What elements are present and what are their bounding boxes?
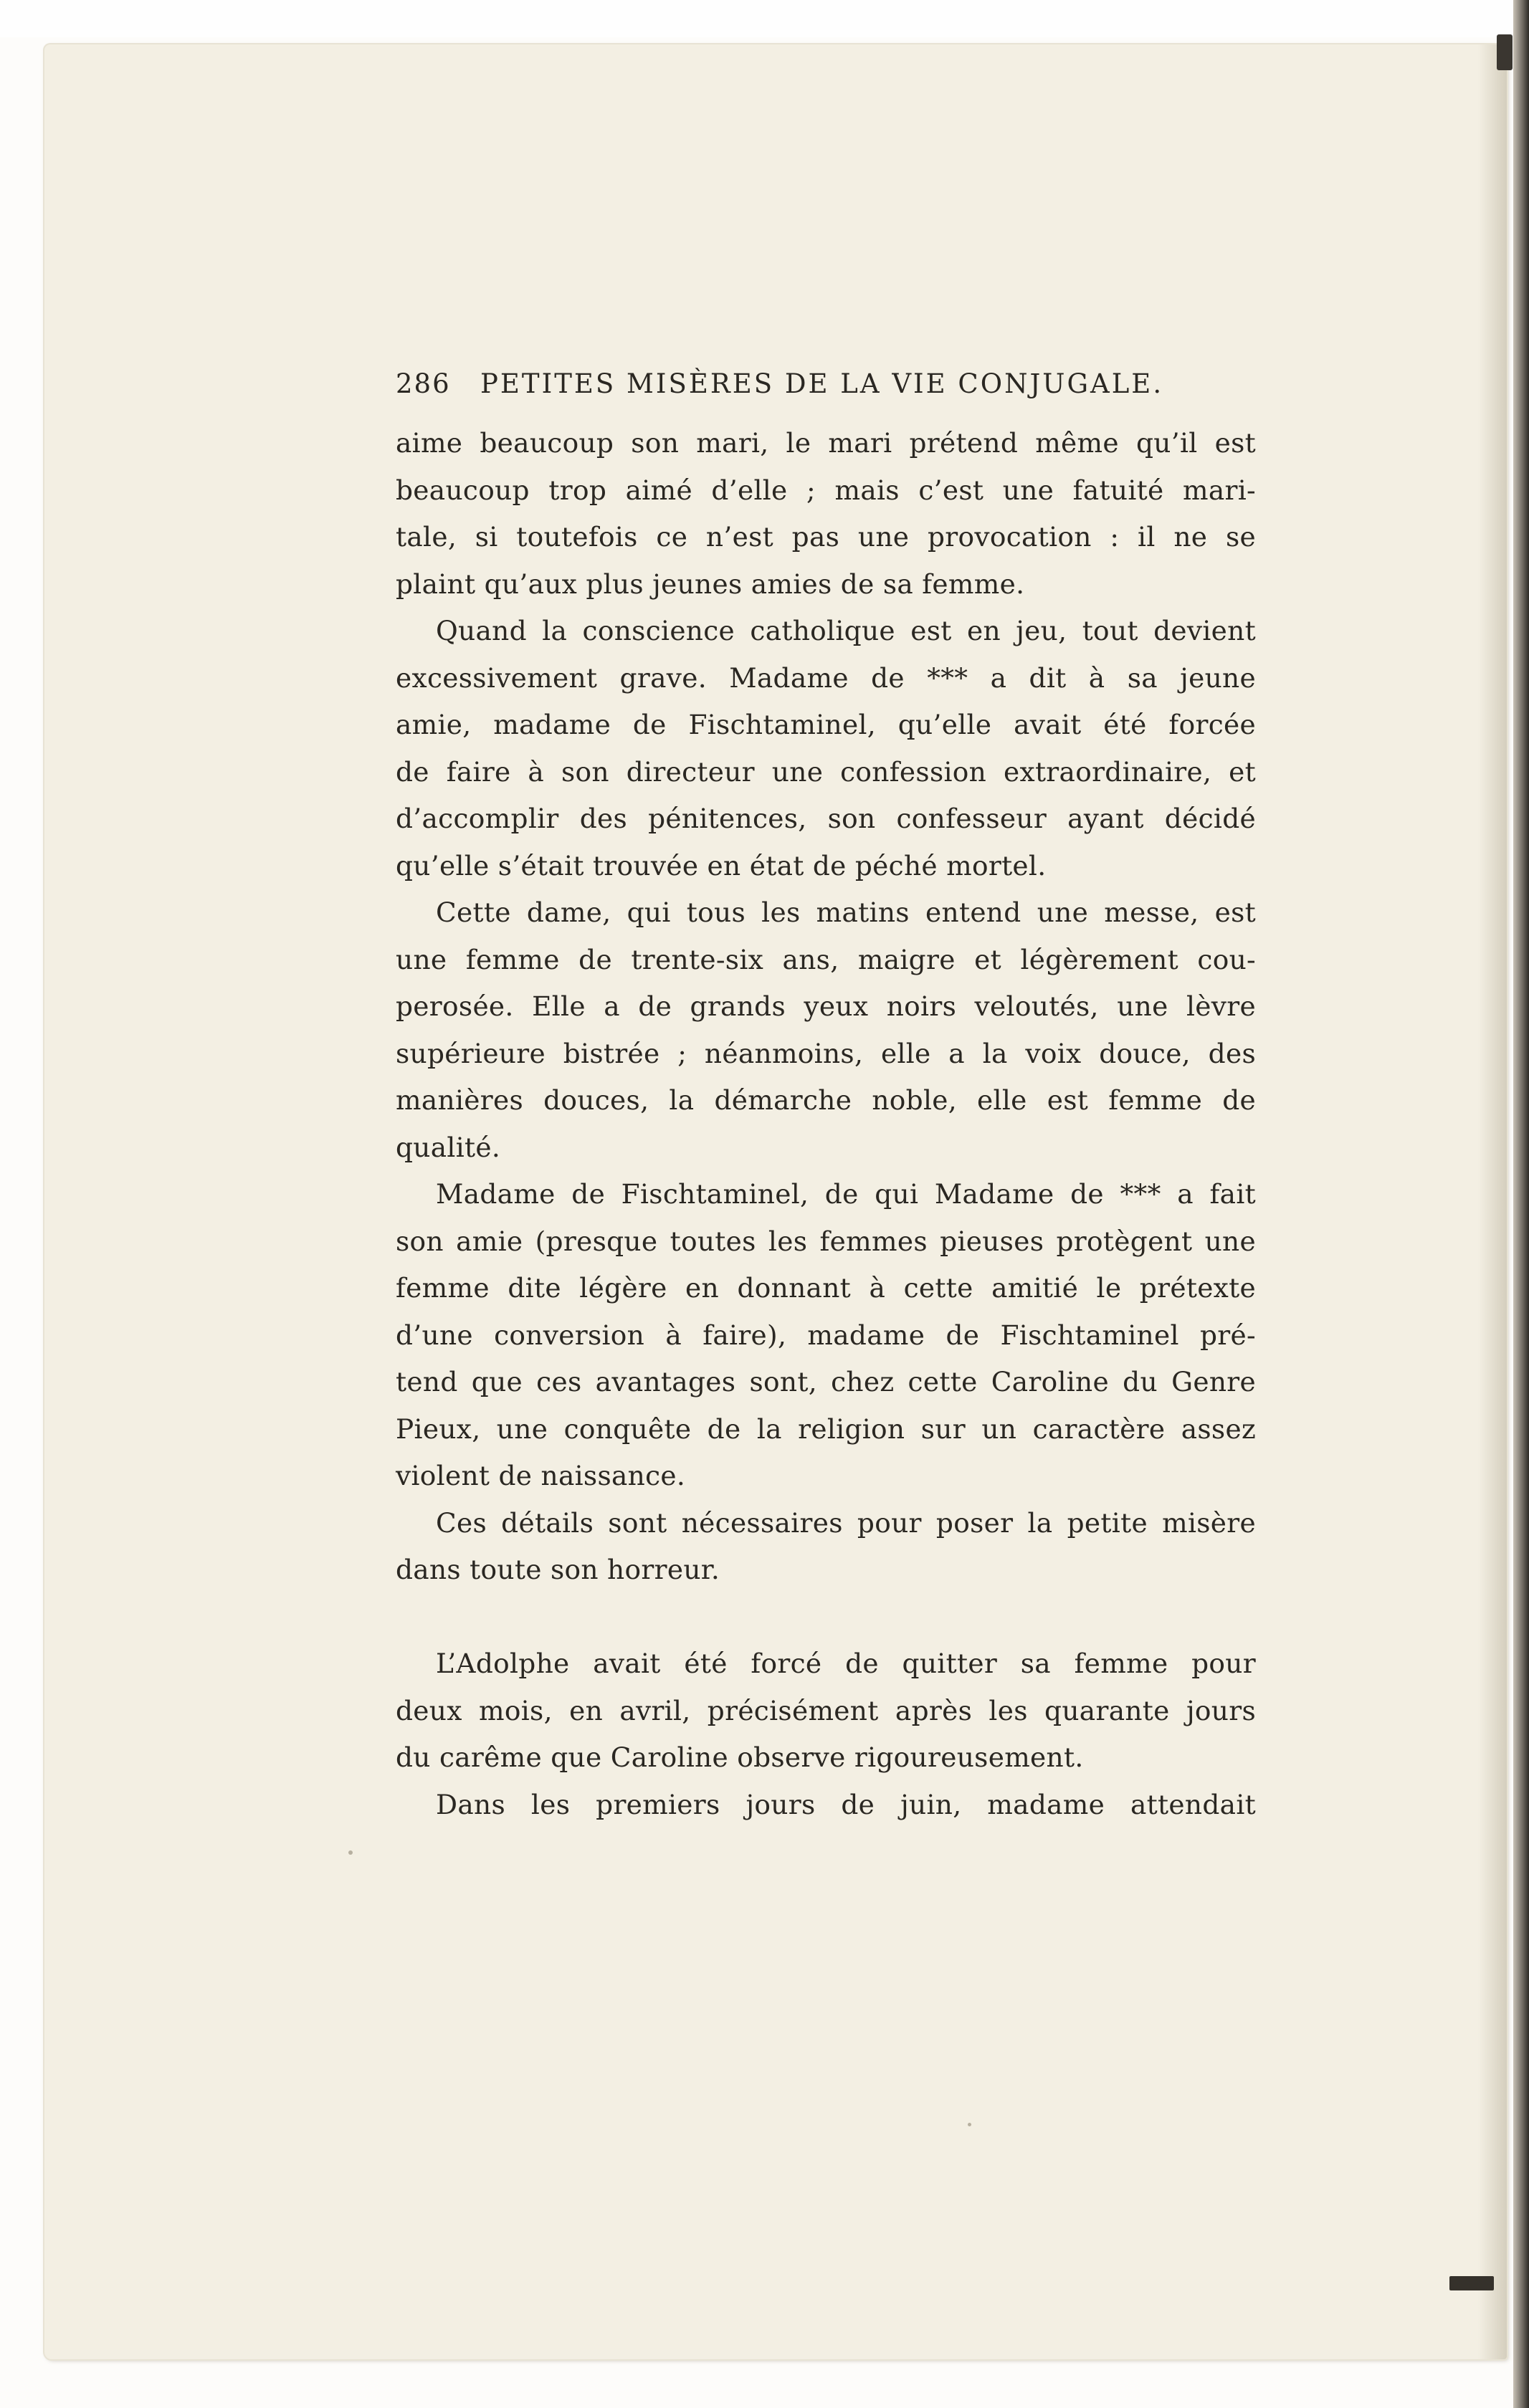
text-line: perosée. Elle a de grands yeux noirs veloutés, une lèvre xyxy=(396,990,1256,1022)
text-line: Cette dame, qui tous les matins entend une messe, est xyxy=(436,897,1256,928)
scan-top-margin xyxy=(0,0,1529,37)
text-line: beaucoup trop aimé d’elle ; mais c’est une fatuité mari- xyxy=(396,474,1256,506)
section-break xyxy=(396,1594,1256,1641)
text-line: Pieux, une conquête de la religion sur un caractère assez xyxy=(396,1413,1256,1445)
text-line: d’une conversion à faire), madame de Fischtaminel pré- xyxy=(396,1319,1256,1351)
paper-speck xyxy=(968,2123,971,2126)
text-line: excessivement grave. Madame de *** a dit à sa jeune xyxy=(396,661,1256,694)
text-line: Dans les premiers jours de juin, madame attendait xyxy=(436,1788,1256,1820)
scan-right-edge xyxy=(1513,0,1529,2408)
text-line: qualité. xyxy=(396,1131,501,1163)
text-line: dans toute son horreur. xyxy=(396,1554,720,1585)
text-line: qu’elle s’était trouvée en état de péché mortel. xyxy=(396,849,1047,882)
text-line: Quand la conscience catholique est en jeu, tout devient xyxy=(436,615,1256,646)
text-line: de faire à son directeur une confession extraordinaire, et xyxy=(396,755,1256,788)
text-line: tend que ces avantages sont, chez cette Caroline du Genre xyxy=(396,1366,1256,1398)
running-head-title: PETITES MISÈRES DE LA VIE CONJUGALE. xyxy=(480,368,1164,399)
text-line: son amie (presque toutes les femmes pieuses protègent une xyxy=(396,1225,1256,1257)
running-head xyxy=(396,368,1256,420)
text-line: une femme de trente-six ans, maigre et légèrement cou- xyxy=(396,943,1256,975)
text-line: amie, madame de Fischtaminel, qu’elle avait été forcée xyxy=(396,709,1256,740)
text-line: manières douces, la démarche noble, elle est femme de xyxy=(396,1084,1256,1116)
text-line: violent de naissance. xyxy=(396,1460,686,1491)
text-line: deux mois, en avril, précisément après les quarante jours xyxy=(396,1694,1256,1726)
text-line: L’Adolphe avait été forcé de quitter sa femme pour xyxy=(436,1648,1256,1679)
text-line: Madame de Fischtaminel, de qui Madame de *** a fait xyxy=(436,1178,1256,1210)
text-line: du carême que Caroline observe rigoureusement. xyxy=(396,1742,1084,1773)
page-edge-shadow xyxy=(1478,44,1507,2359)
page-tab-mark-bottom xyxy=(1449,2276,1494,2290)
paper-speck xyxy=(348,1850,353,1855)
page-number: 286 xyxy=(396,368,451,399)
text-line: plaint qu’aux plus jeunes amies de sa femme. xyxy=(396,568,1025,600)
page-text xyxy=(396,368,1256,1828)
text-line: supérieure bistrée ; néanmoins, elle a la voix douce, des xyxy=(396,1037,1256,1069)
text-line: aime beaucoup son mari, le mari prétend même qu’il est xyxy=(396,427,1256,459)
page-tab-mark-top xyxy=(1497,34,1513,70)
text-line: femme dite légère en donnant à cette amitié le prétexte xyxy=(396,1272,1256,1304)
text-line: d’accomplir des pénitences, son confesseur ayant décidé xyxy=(396,803,1256,834)
text-line: Ces détails sont nécessaires pour poser la petite misère xyxy=(436,1506,1256,1539)
text-line: tale, si toutefois ce n’est pas une provocation : il ne se xyxy=(396,521,1256,553)
